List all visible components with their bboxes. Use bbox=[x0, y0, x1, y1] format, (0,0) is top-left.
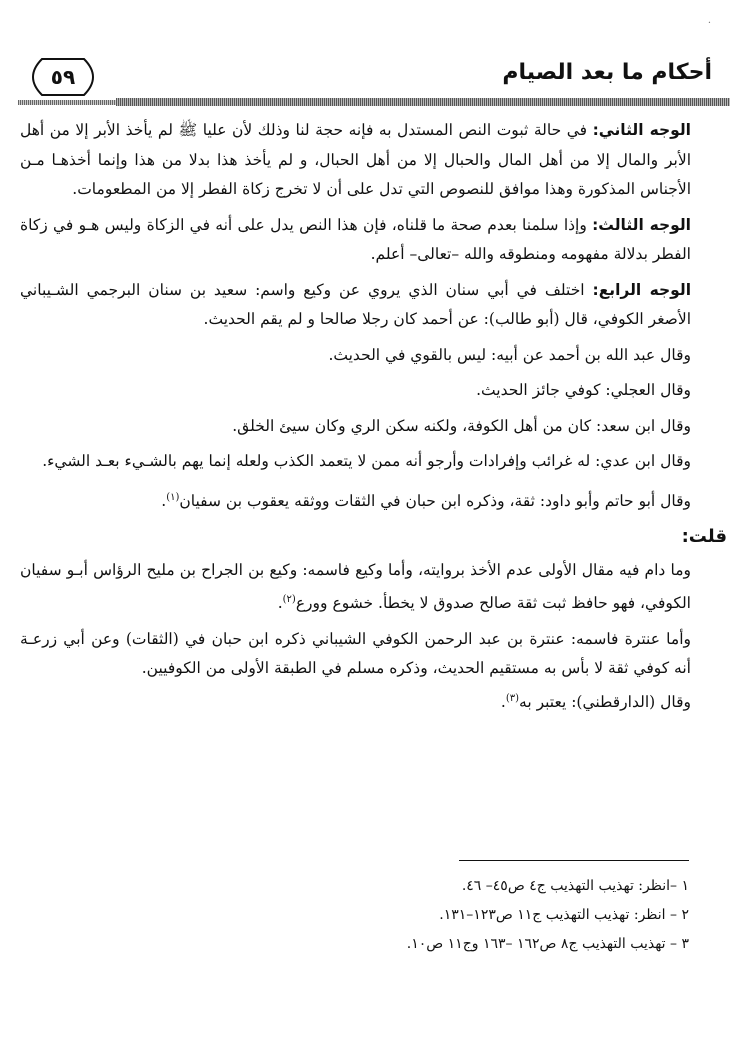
footnote-separator bbox=[459, 860, 689, 861]
footnote-3: ٣ – تهذيب التهذيب ج٨ ص١٦٢ –١٦٣ وج١١ ص١٠. bbox=[406, 936, 689, 952]
footnote-1: ١ –انظر: تهذيب التهذيب ج٤ ص٤٥– ٤٦. bbox=[461, 878, 689, 894]
footnote-ref: (١) bbox=[166, 491, 180, 503]
paragraph-text: وإذا سلمنا بعدم صحة ما قلناه، فإن هذا النص يدل على أنه في الزكاة وليس هـو في زكاة الفطر بدلالة مفهومه ومنطوقه والله –تعالى– أعلم. bbox=[20, 215, 691, 263]
paragraph-second-aspect bbox=[20, 116, 727, 205]
main-text bbox=[20, 116, 727, 717]
paragraph-ibn-adi: وقال ابن عدي: له غرائب وإفرادات وأرجو أنه ممن لا يتعمد الكذب ولعله إنما يهم بالشـيء بعـد الشيء. bbox=[42, 452, 691, 470]
paragraph-fourth-aspect bbox=[20, 276, 727, 335]
paragraph-wakee: وما دام فيه مقال الأولى عدم الأخذ بروايته، وأما وكيع فاسمه: وكيع بن الجراح بن مليح الرؤاس أبـو سفيان الكوفي، فهو حافظ ثبت ثقة صالح صدوق لا يخطأ. خشوع وورع$^{(٢)}$. bbox=[20, 560, 691, 613]
scan-mark: · bbox=[707, 18, 711, 29]
footnote-ref: (٢) bbox=[282, 594, 296, 606]
paragraph-text: وقال أبو حاتم وأبو داود: ثقة، وذكره ابن حبان في الثقات ووثقه يعقوب بن سفيان bbox=[179, 491, 691, 510]
paragraph-text: وقال (الدارقطني): يعتبر به bbox=[519, 692, 691, 711]
paragraph-lead: الوجه الثاني: bbox=[592, 121, 691, 139]
paragraph-ibn-saad: وقال ابن سعد: كان من أهل الكوفة، ولكنه سكن الري وكان سيئ الخلق. bbox=[232, 416, 691, 435]
footnote-ref: (٣) bbox=[505, 692, 520, 704]
paragraph-lead: الوجه الثالث: bbox=[592, 215, 691, 234]
header-rule-left bbox=[18, 100, 116, 105]
paragraph-daraqutni: وقال (الدارقطني): يعتبر به$^{(٣)}$. bbox=[500, 692, 691, 711]
paragraph-text: وما دام فيه مقال الأولى عدم الأخذ بروايته، وأما وكيع فاسمه: وكيع بن الجراح بن مليح الرؤاس أبـو سفيان الكوفي، فهو حافظ ثبت ثقة صالح صدوق لا يخطأ. خشوع وورع bbox=[20, 560, 691, 613]
paragraph-abu-hatim: وقال أبو حاتم وأبو داود: ثقة، وذكره ابن حبان في الثقات ووثقه يعقوب بن سفيان$^{(١)}$. bbox=[161, 491, 691, 510]
running-title: أحكام ما بعد الصيام bbox=[502, 60, 712, 85]
paragraph-antara: وأما عنترة فاسمه: عنترة بن عبد الرحمن الكوفي الشيباني ذكره ابن حبان في (الثقات) وعن أبي زرعـة أنه كوفي ثقة لا بأس به مستقيم الحديث، وذكره مسلم في الطبقة الأولى من الكوفيين. bbox=[20, 629, 691, 678]
page-number: ٥٩ bbox=[50, 65, 76, 89]
paragraph-ijli: وقال العجلي: كوفي جائز الحديث. bbox=[476, 381, 691, 399]
paragraph-lead: الوجه الرابع: bbox=[592, 280, 692, 299]
footnotes bbox=[169, 872, 689, 959]
footnote-2: ٢ – انظر: تهذيب التهذيب ج١١ ص١٢٣–١٣١. bbox=[439, 907, 689, 923]
paragraph-third-aspect bbox=[20, 211, 727, 270]
paragraph-text: اختلف في أبي سنان الذي يروي عن وكيع واسم: سعيد بن سنان البرجمي الشـيباني الأصغر الكوفي، قال (أبو طالب): عن أحمد كان رجلا صالحا و لم يقم الحديث. bbox=[20, 280, 691, 328]
header-rule bbox=[116, 98, 730, 106]
qult-heading: قلت: bbox=[681, 526, 727, 548]
paragraph-abdullah: وقال عبد الله بن أحمد عن أبيه: ليس بالقوي في الحديث. bbox=[328, 345, 691, 364]
paragraph-text: في حالة ثبوت النص المستدل به فإنه حجة لنا وذلك لأن عليا ﷺ لم يأخذ الأبر إلا من أهل الأبر والمال إلا من أهل المال والحبال إلا من أهل الحبال، و لم يأخذ هذا بدلا من هذا وإنما أخذهـا مـن الأجناس المذكورة وهذا موافق للنصوص التي تدل على أن لا تخرج زكاة الفطر إلا من المطعومات. bbox=[20, 121, 691, 198]
page-header bbox=[18, 52, 730, 102]
